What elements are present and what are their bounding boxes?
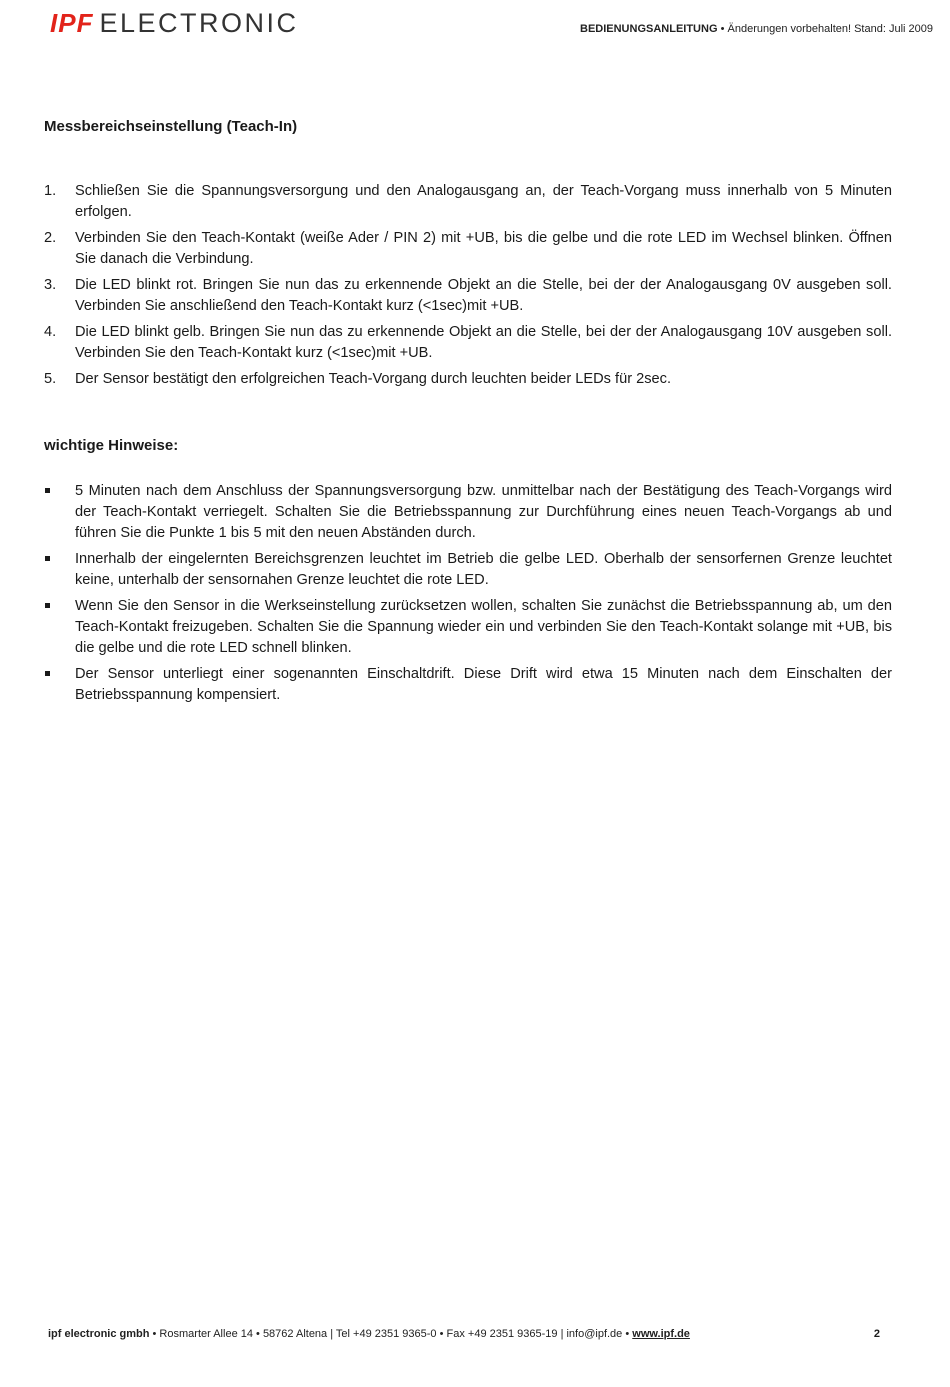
section-title-teach-in: Messbereichseinstellung (Teach-In) bbox=[44, 118, 298, 135]
header-separator: • bbox=[720, 23, 725, 35]
square-bullet-icon bbox=[45, 556, 50, 561]
logo-ipf-text: IPF bbox=[50, 8, 94, 38]
step-text: Der Sensor bestätigt den erfolgreichen Teach-Vorgang durch leuchten beider LEDs für 2sec. bbox=[75, 371, 671, 387]
list-item bbox=[44, 549, 892, 591]
step-text: Die LED blinkt rot. Bringen Sie nun das zu erkennende Objekt an die Stelle, bei der der Analogausgang 0V ausgeben soll. Verbinden Sie anschließend den Teach-Kontakt kurz (<1sec)mit +UB. bbox=[75, 277, 892, 314]
company-logo bbox=[50, 7, 298, 39]
list-item bbox=[44, 181, 892, 223]
page-footer bbox=[48, 1328, 881, 1340]
list-item bbox=[44, 322, 892, 364]
footer-address: • Rosmarter Allee 14 • 58762 Altena | Tel +49 2351 9365-0 • Fax +49 2351 9365-19 | info@ipf.de • bbox=[149, 1328, 633, 1340]
website-link[interactable]: www.ipf.de bbox=[632, 1328, 690, 1340]
list-item bbox=[44, 275, 892, 317]
header-info bbox=[580, 23, 933, 35]
list-item bbox=[44, 369, 892, 390]
doc-type: BEDIENUNGSANLEITUNG bbox=[580, 23, 718, 35]
section-title-notes: wichtige Hinweise: bbox=[44, 437, 179, 454]
step-text: Die LED blinkt gelb. Bringen Sie nun das zu erkennende Objekt an die Stelle, bei der der Analogausgang 10V ausgeben soll. Verbinden Sie den Teach-Kontakt kurz (<1sec)mit +UB. bbox=[75, 324, 892, 361]
step-number: 3. bbox=[44, 277, 57, 293]
step-text: Verbinden Sie den Teach-Kontakt (weiße Ader / PIN 2) mit +UB, bis die gelbe und die rote LED im Wechsel blinken. Öffnen Sie danach die Verbindung. bbox=[75, 230, 892, 267]
note-text: 5 Minuten nach dem Anschluss der Spannungsversorgung bzw. unmittelbar nach der Bestätigung des Teach-Vorgangs wird der Teach-Kontakt verriegelt. Schalten Sie die Betriebsspannung zur Durchführung eines neuen Teach-Vorgangs ab und führen Sie die Punkte 1 bis 5 mit den neuen Abständen durch. bbox=[75, 483, 892, 541]
page-number: 2 bbox=[873, 1328, 880, 1340]
notes-list bbox=[44, 481, 892, 711]
square-bullet-icon bbox=[45, 671, 50, 676]
step-number: 5. bbox=[44, 371, 57, 387]
list-item bbox=[44, 228, 892, 270]
teach-in-steps-list bbox=[44, 181, 892, 395]
step-number: 2. bbox=[44, 230, 57, 246]
list-item bbox=[44, 596, 892, 659]
logo-electronic-text: ELECTRONIC bbox=[99, 8, 299, 38]
step-number: 1. bbox=[44, 183, 57, 199]
square-bullet-icon bbox=[45, 488, 50, 493]
footer-company: ipf electronic gmbh bbox=[48, 1328, 150, 1340]
list-item bbox=[44, 481, 892, 544]
note-text: Innerhalb der eingelernten Bereichsgrenzen leuchtet im Betrieb die gelbe LED. Oberhalb der sensorfernen Grenze leuchtet keine, unterhalb der sensornahen Grenze leuchtet die rote LED. bbox=[75, 551, 892, 588]
square-bullet-icon bbox=[45, 603, 50, 608]
step-number: 4. bbox=[44, 324, 57, 340]
list-item bbox=[44, 664, 892, 706]
header-notice: Änderungen vorbehalten! Stand: Juli 2009 bbox=[727, 23, 933, 35]
step-text: Schließen Sie die Spannungsversorgung und den Analogausgang an, der Teach-Vorgang muss innerhalb von 5 Minuten erfolgen. bbox=[75, 183, 892, 220]
note-text: Der Sensor unterliegt einer sogenannten Einschaltdrift. Diese Drift wird etwa 15 Minuten nach dem Einschalten der Betriebsspannung kompensiert. bbox=[75, 666, 892, 703]
note-text: Wenn Sie den Sensor in die Werkseinstellung zurücksetzen wollen, schalten Sie zunächst die Betriebsspannung ab, um den Teach-Kontakt freizugeben. Schalten Sie die Spannung wieder ein und verbinden Sie den Teach-Kontakt solange mit +UB, bis die gelbe und die rote LED schnell blinken. bbox=[75, 598, 892, 656]
